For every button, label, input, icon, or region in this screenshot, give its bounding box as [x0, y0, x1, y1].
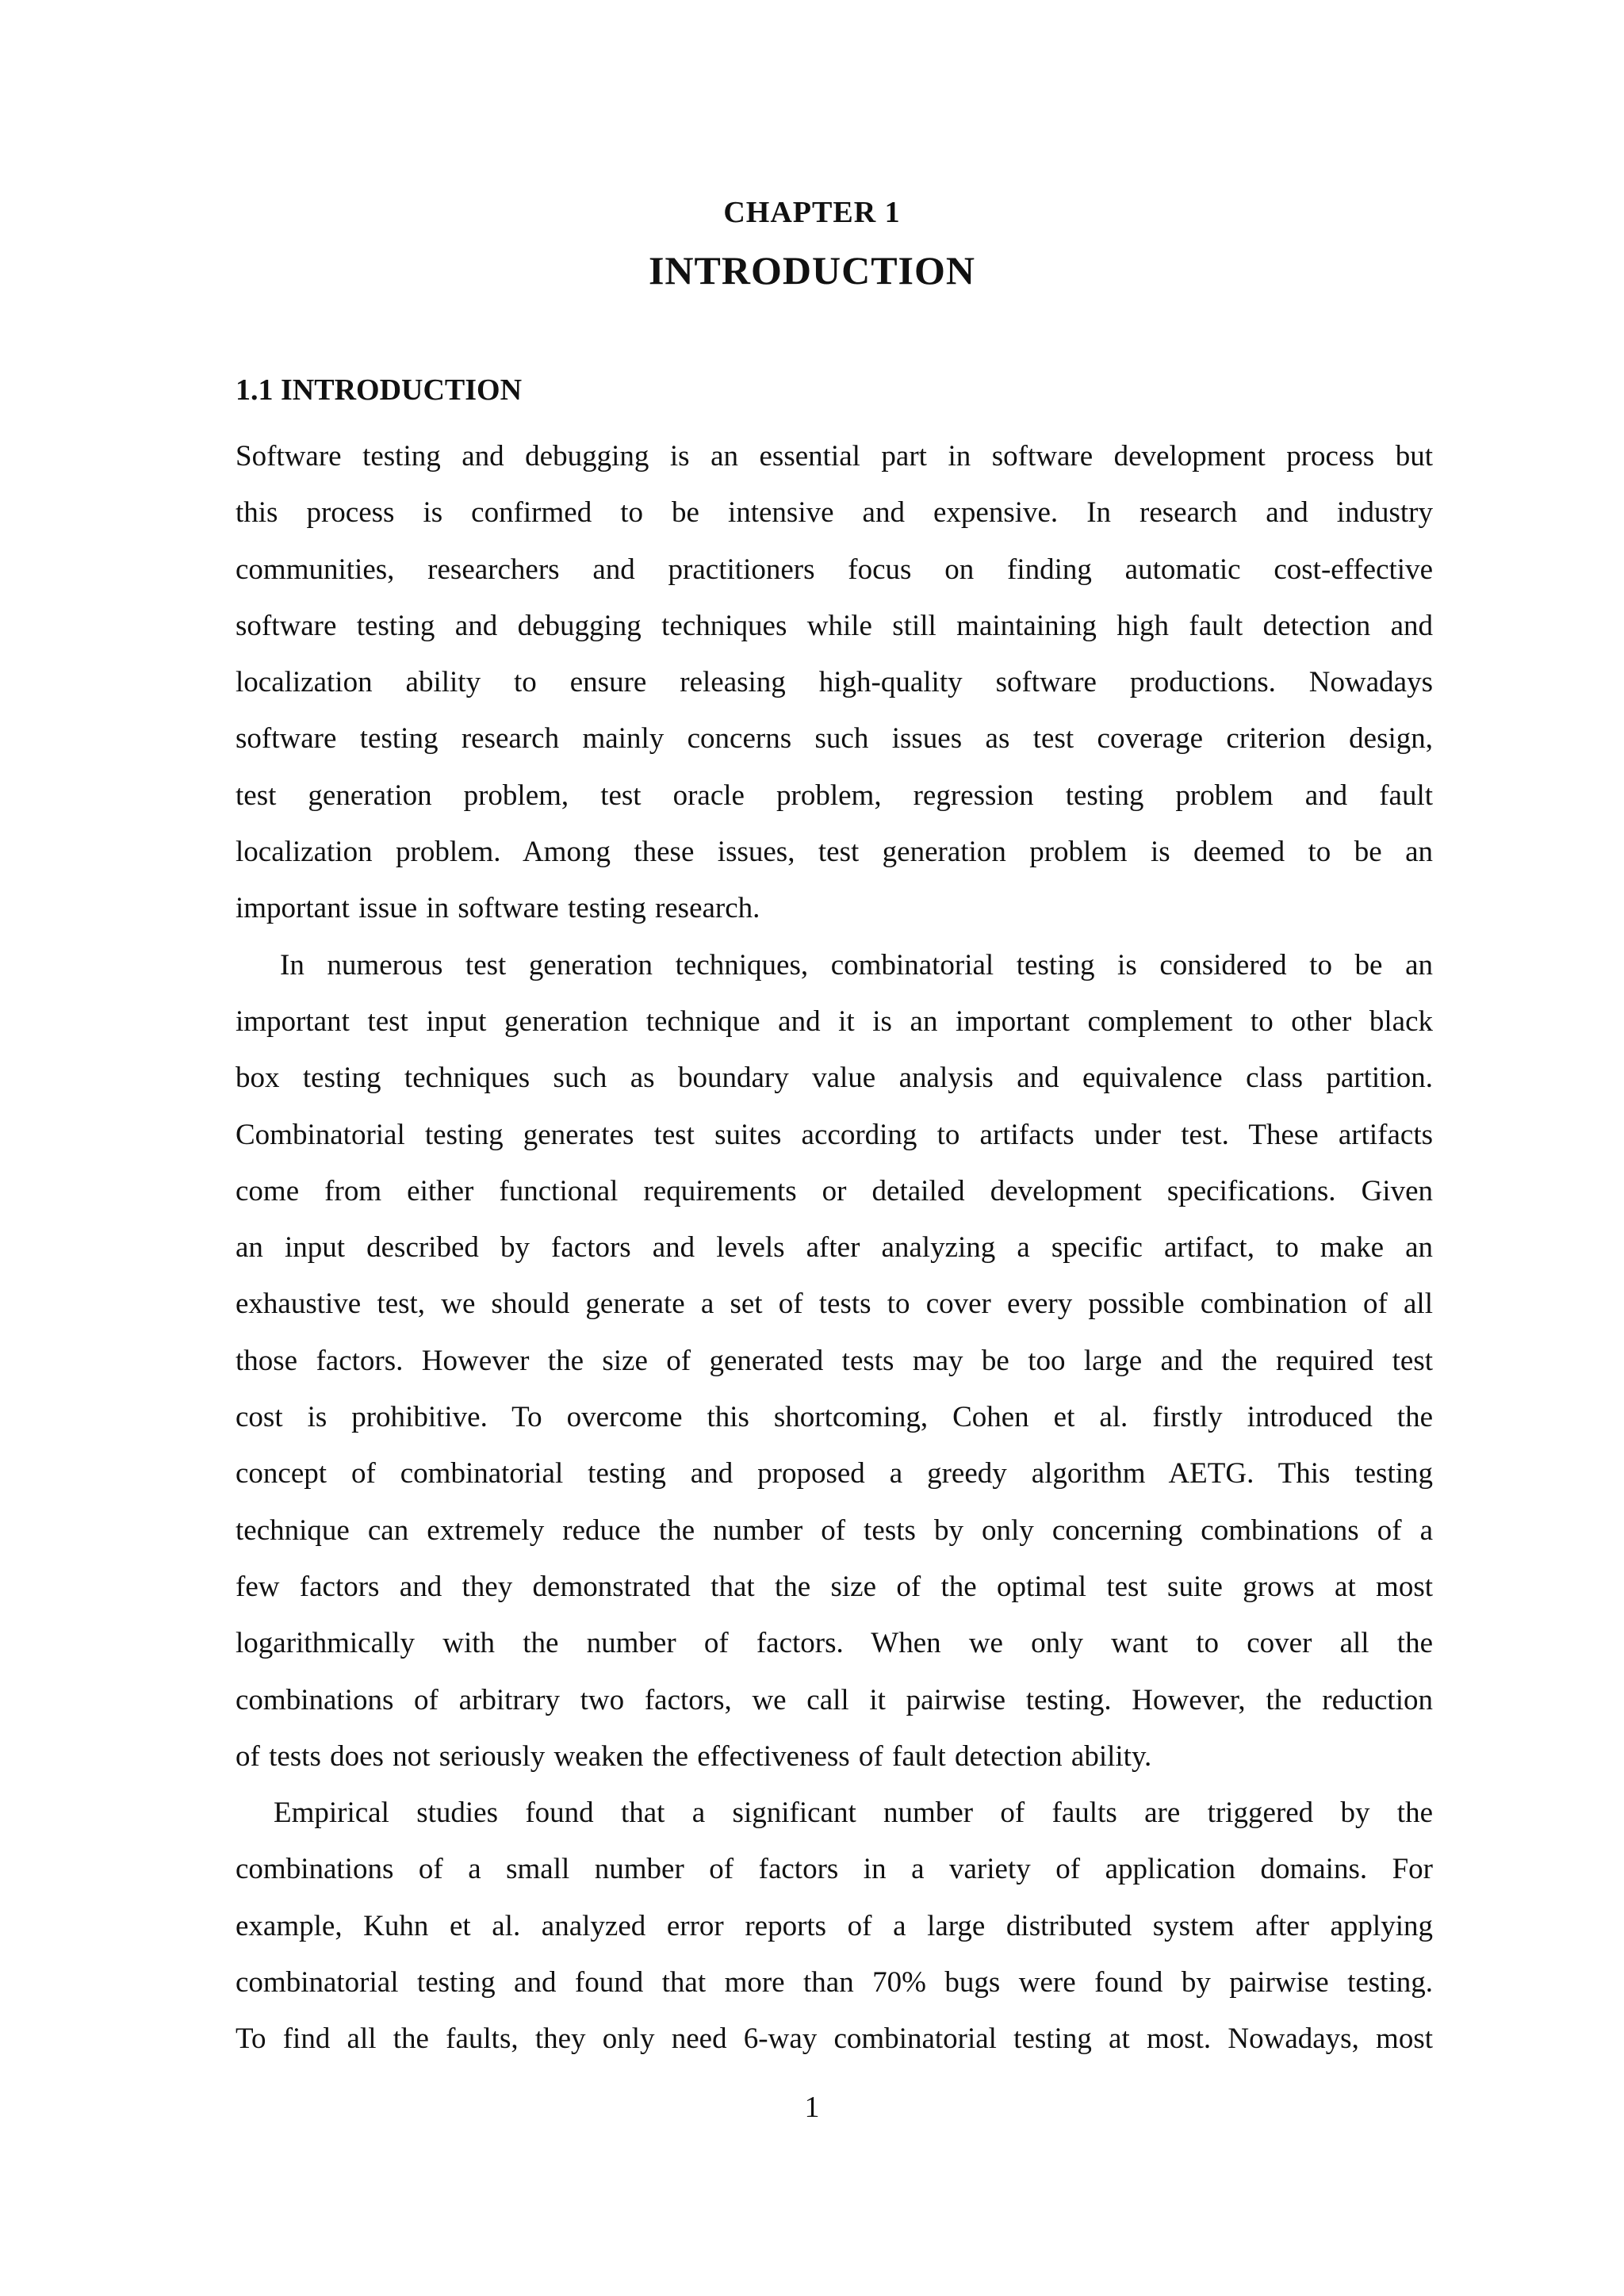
text-line: technique can extremely reduce the number of tests by only concerning combinations of a	[236, 1513, 1433, 1547]
text-line: test generation problem, test oracle problem, regression testing problem and fault	[236, 779, 1433, 812]
text-line: this process is confirmed to be intensive and expensive. In research and industry	[236, 496, 1433, 530]
paragraph-2	[236, 937, 1433, 1785]
chapter-label: CHAPTER 1	[723, 196, 901, 229]
text-line: Software testing and debugging is an essential part in software development process but	[236, 440, 1433, 473]
paragraph-1	[236, 428, 1433, 937]
text-line: example, Kuhn et al. analyzed error reports of a large distributed system after applying	[236, 1909, 1433, 1942]
text-line: important test input generation technique and it is an important complement to other black	[236, 1004, 1433, 1038]
text-line: logarithmically with the number of factors. When we only want to cover all the	[236, 1627, 1433, 1660]
text-line: localization ability to ensure releasing high-quality software productions. Nowadays	[236, 666, 1433, 699]
text-line: To find all the faults, they only need 6-way combinatorial testing at most. Nowadays, most	[236, 2022, 1433, 2056]
text-line: software testing research mainly concerns such issues as test coverage criterion design,	[236, 722, 1433, 756]
paragraph-3	[236, 1785, 1433, 2067]
text-line: Empirical studies found that a significant number of faults are triggered by the	[274, 1797, 1433, 1830]
chapter-title: INTRODUCTION	[648, 248, 976, 293]
text-line: box testing techniques such as boundary value analysis and equivalence class partition.	[236, 1062, 1433, 1095]
text-line: communities, researchers and practitioners focus on finding automatic cost-effective	[236, 553, 1433, 586]
text-line: In numerous test generation techniques, combinatorial testing is considered to be an	[280, 948, 1433, 982]
text-line: software testing and debugging techniques while still maintaining high fault detection and	[236, 609, 1433, 642]
text-line: those factors. However the size of generated tests may be too large and the required test	[236, 1344, 1433, 1377]
text-line: important issue in software testing research.	[236, 892, 760, 925]
page-number: 1	[804, 2091, 820, 2124]
text-line: few factors and they demonstrated that the size of the optimal test suite grows at most	[236, 1570, 1433, 1603]
text-line: cost is prohibitive. To overcome this shortcoming, Cohen et al. firstly introduced the	[236, 1401, 1433, 1434]
text-line: combinations of arbitrary two factors, we call it pairwise testing. However, the reduction	[236, 1683, 1433, 1716]
text-line: exhaustive test, we should generate a set of tests to cover every possible combination of all	[236, 1288, 1433, 1321]
body-text	[236, 428, 1433, 2068]
text-line: localization problem. Among these issues, test generation problem is deemed to be an	[236, 836, 1433, 869]
text-line: come from either functional requirements or detailed development specifications. Given	[236, 1174, 1433, 1207]
text-line: Combinatorial testing generates test suites according to artifacts under test. These artifacts	[236, 1118, 1433, 1151]
section-heading: 1.1 INTRODUCTION	[236, 373, 523, 407]
text-line: combinations of a small number of factors in a variety of application domains. For	[236, 1853, 1433, 1886]
text-line: an input described by factors and levels after analyzing a specific artifact, to make an	[236, 1231, 1433, 1265]
text-line: combinatorial testing and found that more than 70% bugs were found by pairwise testing.	[236, 1966, 1433, 1999]
text-line: concept of combinatorial testing and proposed a greedy algorithm AETG. This testing	[236, 1457, 1433, 1490]
text-line: of tests does not seriously weaken the effectiveness of fault detection ability.	[236, 1739, 1152, 1773]
